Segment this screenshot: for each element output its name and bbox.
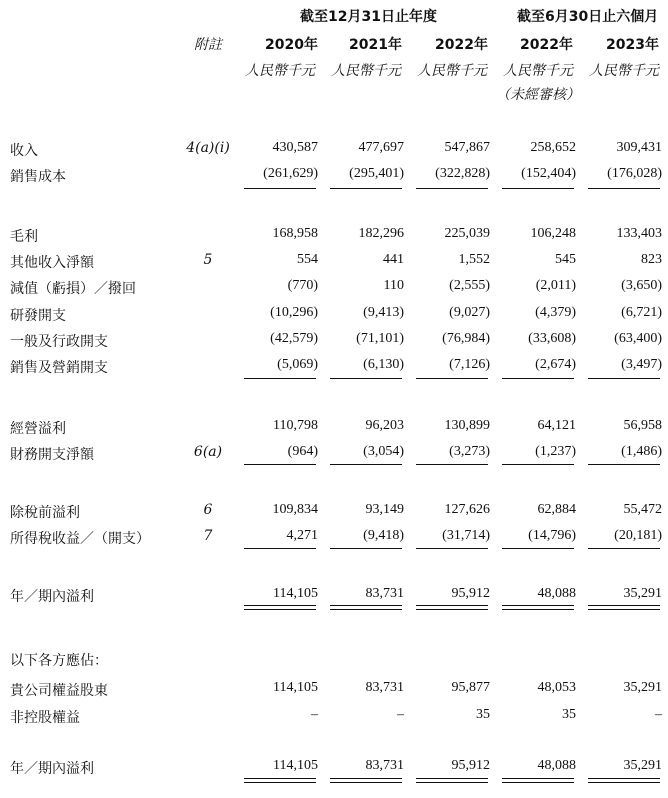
cell-revenue-3: 258,652: [530, 140, 576, 155]
cell-selling-4: (3,497): [621, 357, 662, 372]
header-six-months: 截至6月30日止六個月: [517, 9, 659, 25]
cell-pbt-4: 55,472: [623, 502, 662, 517]
unaudited-note: （未經審核）: [496, 87, 580, 103]
cell-profit-period-0: 114,105: [273, 586, 318, 601]
cell-revenue-1: 477,697: [358, 140, 404, 155]
cell-revenue-0: 430,587: [272, 140, 318, 155]
row-note-pbt: 6: [203, 502, 213, 518]
cell-nci-4: –: [655, 707, 662, 722]
period-2022-header: 2022年: [520, 37, 573, 53]
cell-gross-profit-2: 225,039: [444, 226, 490, 241]
cell-gross-profit-1: 182,296: [358, 226, 404, 241]
rule-finance-2023p: [588, 464, 660, 465]
dbl2-rule-a-2022p: [502, 778, 574, 779]
cell-profit-period-4: 35,291: [623, 586, 662, 601]
cell-operating-profit-2: 130,899: [444, 418, 490, 433]
row-label-operating-profit: 經營溢利: [10, 421, 66, 437]
unit-2022-period: 人民幣千元: [503, 63, 573, 79]
cell-equity-holders-2: 95,877: [451, 680, 490, 695]
unit-2023-period: 人民幣千元: [589, 63, 659, 79]
cell-rnd-2: (9,027): [449, 305, 490, 320]
cell-rnd-0: (10,296): [270, 305, 318, 320]
cell-nci-3: 35: [562, 707, 576, 722]
row-label-profit-period: 年／期內溢利: [10, 589, 94, 605]
cell-pbt-2: 127,626: [444, 502, 490, 517]
cell-operating-profit-3: 64,121: [537, 418, 576, 433]
dbl-rule-b-2022: [416, 609, 488, 610]
cell-profit-period-2-0: 114,105: [273, 758, 318, 773]
cell-admin-3: (33,608): [528, 331, 576, 346]
rule-tax-2021: [330, 548, 402, 549]
cell-profit-period-2-1: 83,731: [365, 758, 404, 773]
cell-tax-0: 4,271: [286, 528, 318, 543]
cell-cost-of-sales-2: (322,828): [435, 166, 490, 181]
dbl2-rule-b-2020: [244, 782, 316, 783]
rule-selling-2020: [244, 378, 316, 379]
rule-finance-2021: [330, 464, 402, 465]
cell-cost-of-sales-3: (152,404): [521, 166, 576, 181]
dbl2-rule-b-2022: [416, 782, 488, 783]
cell-impairment-0: (770): [287, 278, 318, 293]
cell-gross-profit-0: 168,958: [272, 226, 318, 241]
dbl-rule-b-2022p: [502, 609, 574, 610]
cell-selling-0: (5,069): [277, 357, 318, 372]
row-label-selling: 銷售及營銷開支: [10, 360, 108, 376]
cell-admin-1: (71,101): [356, 331, 404, 346]
cell-other-income-4: 823: [641, 252, 662, 267]
rule-tax-2020: [244, 548, 316, 549]
row-label-rnd: 研發開支: [10, 308, 66, 324]
cell-profit-period-2-4: 35,291: [623, 758, 662, 773]
cell-profit-period-3: 48,088: [537, 586, 576, 601]
year-2022-header: 2022年: [435, 37, 488, 53]
unit-2021: 人民幣千元: [331, 63, 401, 79]
rule-cost-2022p: [502, 188, 574, 189]
rule-tax-2023p: [588, 548, 660, 549]
cell-other-income-2: 1,552: [458, 252, 490, 267]
row-label-other-income: 其他收入淨額: [10, 255, 94, 271]
dbl2-rule-b-2021: [330, 782, 402, 783]
cell-operating-profit-0: 110,798: [273, 418, 318, 433]
unit-2020: 人民幣千元: [245, 63, 315, 79]
row-label-attributable-heading: 以下各方應佔：: [10, 653, 108, 669]
row-note-other-income: 5: [203, 252, 213, 268]
row-label-equity-holders: 貴公司權益股東: [10, 683, 108, 699]
rule-selling-2022: [416, 378, 488, 379]
row-note-tax: 7: [203, 528, 213, 544]
cell-cost-of-sales-0: (261,629): [263, 166, 318, 181]
dbl2-rule-a-2020: [244, 778, 316, 779]
rule-cost-2021: [330, 188, 402, 189]
cell-cost-of-sales-1: (295,401): [349, 166, 404, 181]
cell-impairment-3: (2,011): [535, 278, 576, 293]
period-2023-header: 2023年: [606, 37, 659, 53]
cell-revenue-2: 547,867: [444, 140, 490, 155]
row-label-impairment: 減值（虧損）／撥回: [10, 281, 136, 297]
cell-nci-0: –: [311, 707, 318, 722]
dbl2-rule-a-2023p: [588, 778, 660, 779]
cell-finance-costs-2: (3,273): [449, 444, 490, 459]
cell-rnd-1: (9,413): [363, 305, 404, 320]
cell-tax-3: (14,796): [528, 528, 576, 543]
dbl2-rule-a-2022: [416, 778, 488, 779]
cell-operating-profit-4: 56,958: [623, 418, 662, 433]
year-2021-header: 2021年: [349, 37, 402, 53]
cell-admin-2: (76,984): [442, 331, 490, 346]
rule-cost-2020: [244, 188, 316, 189]
dbl-rule-a-2022: [416, 605, 488, 606]
dbl-rule-a-2022p: [502, 605, 574, 606]
cell-impairment-2: (2,555): [449, 278, 490, 293]
cell-profit-period-2-2: 95,912: [451, 758, 490, 773]
cell-nci-1: –: [397, 707, 404, 722]
dbl-rule-a-2021: [330, 605, 402, 606]
row-label-revenue: 收入: [10, 143, 38, 159]
note-column-header: 附註: [194, 37, 222, 53]
cell-profit-period-2: 95,912: [451, 586, 490, 601]
rule-tax-2022p: [502, 548, 574, 549]
cell-impairment-1: 110: [383, 278, 404, 293]
rule-selling-2021: [330, 378, 402, 379]
cell-profit-period-2-3: 48,088: [537, 758, 576, 773]
cell-operating-profit-1: 96,203: [365, 418, 404, 433]
header-year-end: 截至12月31日止年度: [300, 9, 437, 25]
row-label-pbt: 除稅前溢利: [10, 505, 80, 521]
rule-cost-2022: [416, 188, 488, 189]
row-label-nci: 非控股權益: [10, 710, 80, 726]
cell-selling-2: (7,126): [449, 357, 490, 372]
cell-finance-costs-3: (1,237): [535, 444, 576, 459]
cell-other-income-0: 554: [297, 252, 318, 267]
cell-other-income-3: 545: [555, 252, 576, 267]
cell-gross-profit-4: 133,403: [616, 226, 662, 241]
cell-admin-0: (42,579): [270, 331, 318, 346]
dbl2-rule-b-2022p: [502, 782, 574, 783]
rule-tax-2022: [416, 548, 488, 549]
cell-pbt-3: 62,884: [537, 502, 576, 517]
cell-rnd-4: (6,721): [621, 305, 662, 320]
dbl2-rule-a-2021: [330, 778, 402, 779]
row-label-admin: 一般及行政開支: [10, 334, 108, 350]
row-label-profit-period-2: 年／期內溢利: [10, 761, 94, 777]
cell-rnd-3: (4,379): [535, 305, 576, 320]
cell-profit-period-1: 83,731: [365, 586, 404, 601]
rule-cost-2023p: [588, 188, 660, 189]
row-label-finance-costs: 財務開支淨額: [10, 447, 94, 463]
dbl-rule-a-2023p: [588, 605, 660, 606]
year-2020-header: 2020年: [265, 37, 318, 53]
dbl2-rule-b-2023p: [588, 782, 660, 783]
cell-admin-4: (63,400): [614, 331, 662, 346]
cell-selling-3: (2,674): [535, 357, 576, 372]
rule-selling-2023p: [588, 378, 660, 379]
cell-selling-1: (6,130): [363, 357, 404, 372]
row-label-cost-of-sales: 銷售成本: [10, 169, 66, 185]
cell-finance-costs-4: (1,486): [621, 444, 662, 459]
cell-tax-1: (9,418): [363, 528, 404, 543]
cell-equity-holders-4: 35,291: [623, 680, 662, 695]
cell-tax-2: (31,714): [442, 528, 490, 543]
dbl-rule-b-2020: [244, 609, 316, 610]
cell-revenue-4: 309,431: [616, 140, 662, 155]
cell-impairment-4: (3,650): [621, 278, 662, 293]
cell-finance-costs-1: (3,054): [363, 444, 404, 459]
cell-finance-costs-0: (964): [287, 444, 318, 459]
cell-pbt-1: 93,149: [365, 502, 404, 517]
row-note-revenue: 4(a)(i): [186, 140, 230, 156]
rule-finance-2022p: [502, 464, 574, 465]
row-label-gross-profit: 毛利: [10, 229, 38, 245]
cell-pbt-0: 109,834: [272, 502, 318, 517]
cell-gross-profit-3: 106,248: [530, 226, 576, 241]
dbl-rule-a-2020: [244, 605, 316, 606]
cell-equity-holders-1: 83,731: [365, 680, 404, 695]
row-note-finance-costs: 6(a): [193, 444, 223, 460]
dbl-rule-b-2021: [330, 609, 402, 610]
row-label-tax: 所得稅收益／（開支）: [10, 531, 150, 547]
cell-equity-holders-0: 114,105: [273, 680, 318, 695]
rule-selling-2022p: [502, 378, 574, 379]
cell-other-income-1: 441: [383, 252, 404, 267]
rule-finance-2022: [416, 464, 488, 465]
cell-cost-of-sales-4: (176,028): [607, 166, 662, 181]
cell-nci-2: 35: [476, 707, 490, 722]
cell-tax-4: (20,181): [614, 528, 662, 543]
unit-2022: 人民幣千元: [417, 63, 487, 79]
cell-equity-holders-3: 48,053: [537, 680, 576, 695]
dbl-rule-b-2023p: [588, 609, 660, 610]
rule-finance-2020: [244, 464, 316, 465]
